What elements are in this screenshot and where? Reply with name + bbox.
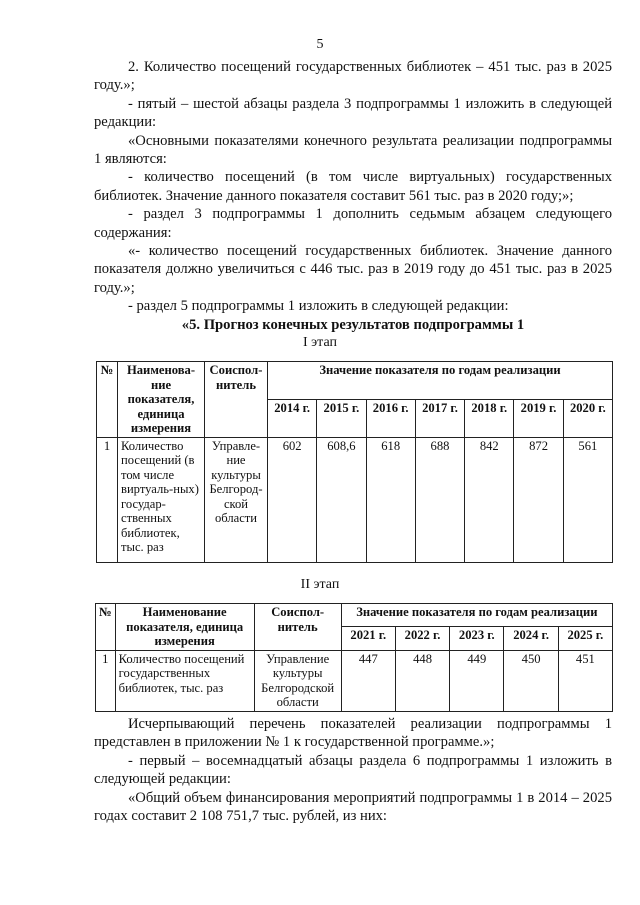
year-header: 2023 г. xyxy=(450,627,504,650)
value-cell: 450 xyxy=(504,650,558,711)
year-header: 2018 г. xyxy=(465,399,514,437)
paragraph: «- количество посещений государственных библиотек. Значение данного показателя должно увеличиться с 446 тыс. раз в 2019 году до 451 тыс. раз в 2025 году.»; xyxy=(94,243,612,296)
header-executor: Соиспол-нитель xyxy=(254,604,341,651)
year-header: 2015 г. xyxy=(317,399,366,437)
year-header: 2019 г. xyxy=(514,399,563,437)
table-header-row xyxy=(96,604,613,627)
year-header: 2021 г. xyxy=(341,627,395,650)
value-cell: 447 xyxy=(341,650,395,711)
paragraph: Исчерпывающий перечень показателей реализации подпрограммы 1 представлен в приложении № 1 к государственной программе.»; xyxy=(94,716,612,751)
year-header: 2022 г. xyxy=(395,627,449,650)
header-num: № xyxy=(97,362,118,438)
table-header-row xyxy=(97,362,613,400)
header-values-group: Значение показателя по годам реализации xyxy=(341,604,612,627)
body-text-bottom xyxy=(94,715,612,825)
year-header: 2024 г. xyxy=(504,627,558,650)
stage-2-table xyxy=(95,603,613,712)
value-cell: 688 xyxy=(415,437,464,562)
value-cell: 561 xyxy=(563,437,612,562)
stage-2-title: II этап xyxy=(300,577,340,592)
table-row xyxy=(97,437,613,562)
row-num: 1 xyxy=(97,437,118,562)
row-name: Количество посещений (в том числе виртуаль-ных) государ-ственных библиотек, тыс. раз xyxy=(118,437,205,562)
section-heading: «5. Прогноз конечных результатов подпрограммы 1 xyxy=(181,316,525,333)
header-name: Наименование показателя, единица измерения xyxy=(115,604,254,651)
value-cell: 449 xyxy=(450,650,504,711)
value-cell: 842 xyxy=(465,437,514,562)
paragraph: 2. Количество посещений государственных библиотек – 451 тыс. раз в 2025 году.»; xyxy=(94,59,612,94)
header-values-group: Значение показателя по годам реализации xyxy=(268,362,613,400)
value-cell: 602 xyxy=(268,437,317,562)
value-cell: 618 xyxy=(366,437,415,562)
year-header: 2025 г. xyxy=(558,627,612,650)
stage-1-table xyxy=(96,361,613,563)
table-row xyxy=(96,650,613,711)
value-cell: 448 xyxy=(395,650,449,711)
body-text-top xyxy=(94,58,612,334)
header-executor: Соиспол-нитель xyxy=(205,362,268,438)
row-executor: Управле-ние культуры Белгород-ской области xyxy=(205,437,268,562)
year-header: 2017 г. xyxy=(415,399,464,437)
year-header: 2020 г. xyxy=(563,399,612,437)
year-header: 2014 г. xyxy=(268,399,317,437)
paragraph: - пятый – шестой абзацы раздела 3 подпрограммы 1 изложить в следующей редакции: xyxy=(94,95,612,131)
paragraph: «Общий объем финансирования мероприятий подпрограммы 1 в 2014 – 2025 годах составит 2 108 751,7 тыс. рублей, из них: xyxy=(94,789,612,825)
row-num: 1 xyxy=(96,650,116,711)
paragraph: «Основными показателями конечного результата реализации подпрограммы 1 являются: xyxy=(94,132,612,168)
paragraph: - раздел 5 подпрограммы 1 изложить в следующей редакции: xyxy=(128,298,509,315)
value-cell: 872 xyxy=(514,437,563,562)
stage-1-title: I этап xyxy=(303,335,337,350)
value-cell: 451 xyxy=(558,650,612,711)
value-cell: 608,6 xyxy=(317,437,366,562)
paragraph: - первый – восемнадцатый абзацы раздела 6 подпрограммы 1 изложить в следующей редакции: xyxy=(94,752,612,788)
paragraph: - количество посещений (в том числе виртуальных) государственных библиотек. Значение данного показателя составит 561 тыс. раз в 2020 году;»; xyxy=(94,169,612,204)
row-name: Количество посещений государственных библиотек, тыс. раз xyxy=(115,650,254,711)
paragraph: - раздел 3 подпрограммы 1 дополнить седьмым абзацем следующего содержания: xyxy=(94,206,612,241)
year-header: 2016 г. xyxy=(366,399,415,437)
row-executor: Управление культуры Белгородской области xyxy=(254,650,341,711)
header-name: Наименова-ние показателя, единица измерения xyxy=(118,362,205,438)
header-num: № xyxy=(96,604,116,651)
page-number: 5 xyxy=(316,37,324,52)
